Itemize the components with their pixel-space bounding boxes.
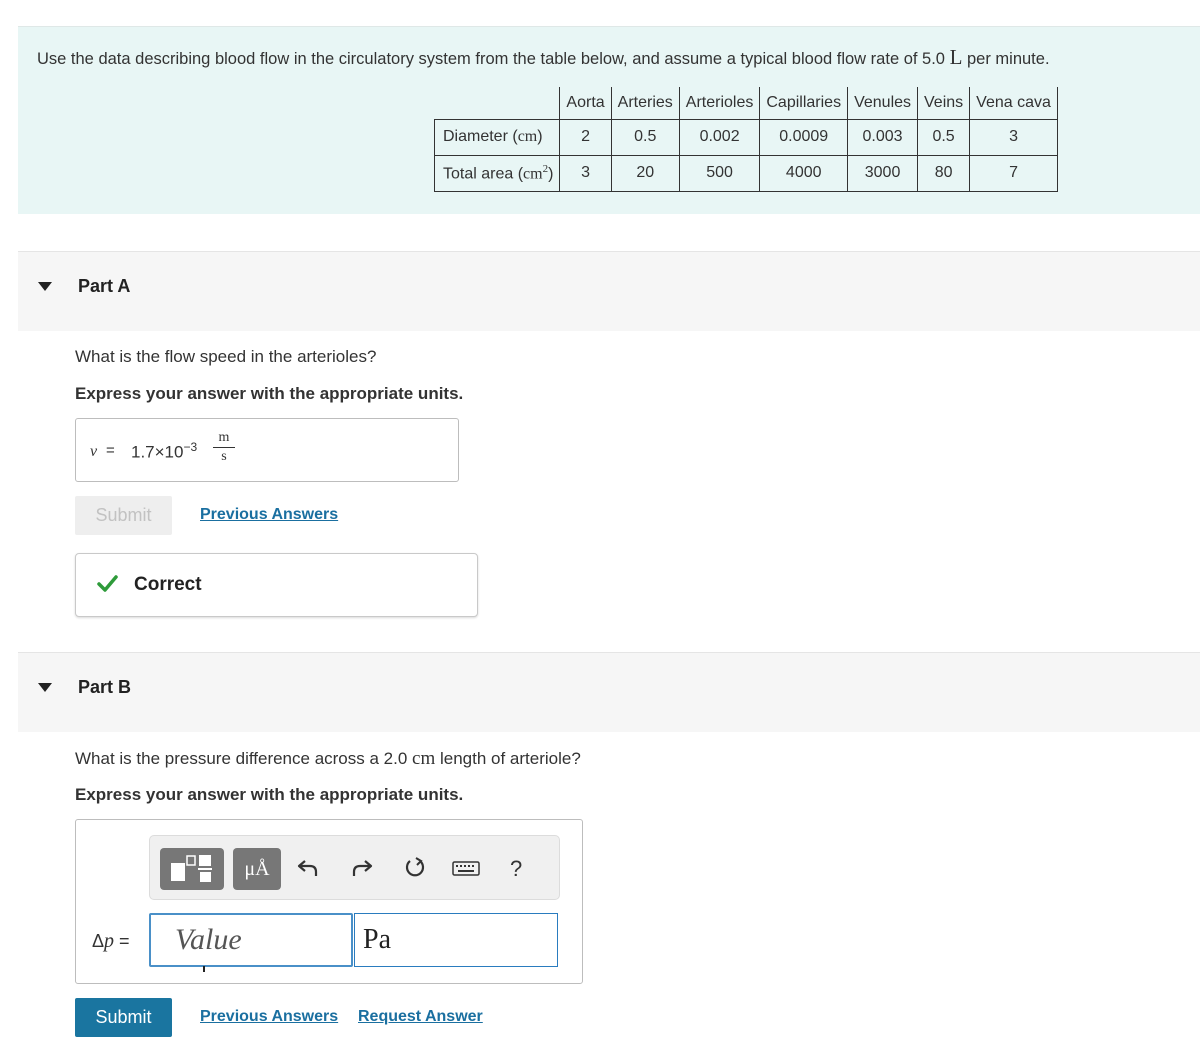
equals-sign: = xyxy=(106,442,115,459)
answer-label: Δp = xyxy=(92,930,130,952)
table-row xyxy=(435,119,1058,155)
table-cell: 3 xyxy=(970,119,1058,155)
column-header: Arterioles xyxy=(679,87,760,119)
undo-icon[interactable] xyxy=(296,856,320,880)
part-b-submit-button[interactable]: Submit xyxy=(75,998,172,1037)
intro-text: Use the data describing blood flow in the circulatory system from the table below, and assume a typical blood flow rate of 5.0 L per minute. xyxy=(37,45,1050,69)
table-cell: 0.5 xyxy=(918,119,970,155)
table-cell: 0.0009 xyxy=(760,119,848,155)
column-header: Vena cava xyxy=(970,87,1058,119)
answer-variable: v xyxy=(90,443,98,460)
part-b-instruction: Express your answer with the appropriate units. xyxy=(75,785,464,804)
checkmark-icon xyxy=(96,572,118,594)
table-cell: 500 xyxy=(679,155,760,191)
answer-unit: $\frac{m}{s}$ xyxy=(213,431,235,464)
part-a-previous-answers-link[interactable]: Previous Answers xyxy=(200,506,339,523)
part-a-title: Part A xyxy=(78,276,131,296)
answer-value: $1.7\times 10^{-3}$ xyxy=(131,440,198,462)
table-cell: 0.5 xyxy=(611,119,679,155)
math-toolbar xyxy=(149,835,560,900)
keyboard-icon[interactable] xyxy=(451,856,481,880)
templates-icon xyxy=(160,848,224,890)
table-cell: 7 xyxy=(970,155,1058,191)
column-header: Capillaries xyxy=(760,87,848,119)
blood-flow-table xyxy=(434,87,1058,192)
part-a-instruction: Express your answer with the appropriate units. xyxy=(75,384,464,403)
row-label-total-area: Total area $(cm^2)$ xyxy=(435,155,560,191)
units-button[interactable]: μÅ xyxy=(233,848,281,890)
part-a-header[interactable] xyxy=(18,251,1200,331)
part-a-question: What is the flow speed in the arterioles? xyxy=(75,347,377,366)
table-cell: 4000 xyxy=(760,155,848,191)
feedback-box xyxy=(75,553,478,617)
column-header: Venules xyxy=(848,87,918,119)
text-cursor xyxy=(203,966,205,972)
collapse-triangle-icon[interactable] xyxy=(38,683,52,692)
table-row xyxy=(435,155,1058,191)
row-label-diameter: Diameter (cm) xyxy=(435,119,560,155)
feedback-text: Correct xyxy=(134,574,202,595)
value-input[interactable]: Value xyxy=(149,913,353,967)
table-cell: 3 xyxy=(560,155,611,191)
part-b-title: Part B xyxy=(78,677,132,697)
table-cell: 80 xyxy=(918,155,970,191)
column-header: Aorta xyxy=(560,87,611,119)
column-header: Veins xyxy=(918,87,970,119)
part-b-question: What is the pressure difference across a 2.0 cm length of arteriole? xyxy=(75,748,581,769)
redo-icon[interactable] xyxy=(350,856,374,880)
reset-icon[interactable] xyxy=(403,856,427,880)
table-cell: 0.003 xyxy=(848,119,918,155)
table-cell: 20 xyxy=(611,155,679,191)
part-b-header[interactable] xyxy=(18,652,1200,732)
part-b-previous-answers-link[interactable]: Previous Answers xyxy=(200,1008,339,1025)
part-a-submit-button[interactable]: Submit xyxy=(75,496,172,535)
table-cell: 3000 xyxy=(848,155,918,191)
table-cell: 0.002 xyxy=(679,119,760,155)
problem-intro xyxy=(18,26,1200,214)
collapse-triangle-icon[interactable] xyxy=(38,282,52,291)
part-b-answer-area xyxy=(75,819,583,984)
part-a-answer-box xyxy=(75,418,459,482)
table-cell: 2 xyxy=(560,119,611,155)
templates-button[interactable] xyxy=(160,848,224,890)
unit-input[interactable]: Pa xyxy=(354,913,558,967)
help-button[interactable]: ? xyxy=(510,856,523,881)
column-header: Arteries xyxy=(611,87,679,119)
request-answer-link[interactable]: Request Answer xyxy=(358,1008,483,1025)
